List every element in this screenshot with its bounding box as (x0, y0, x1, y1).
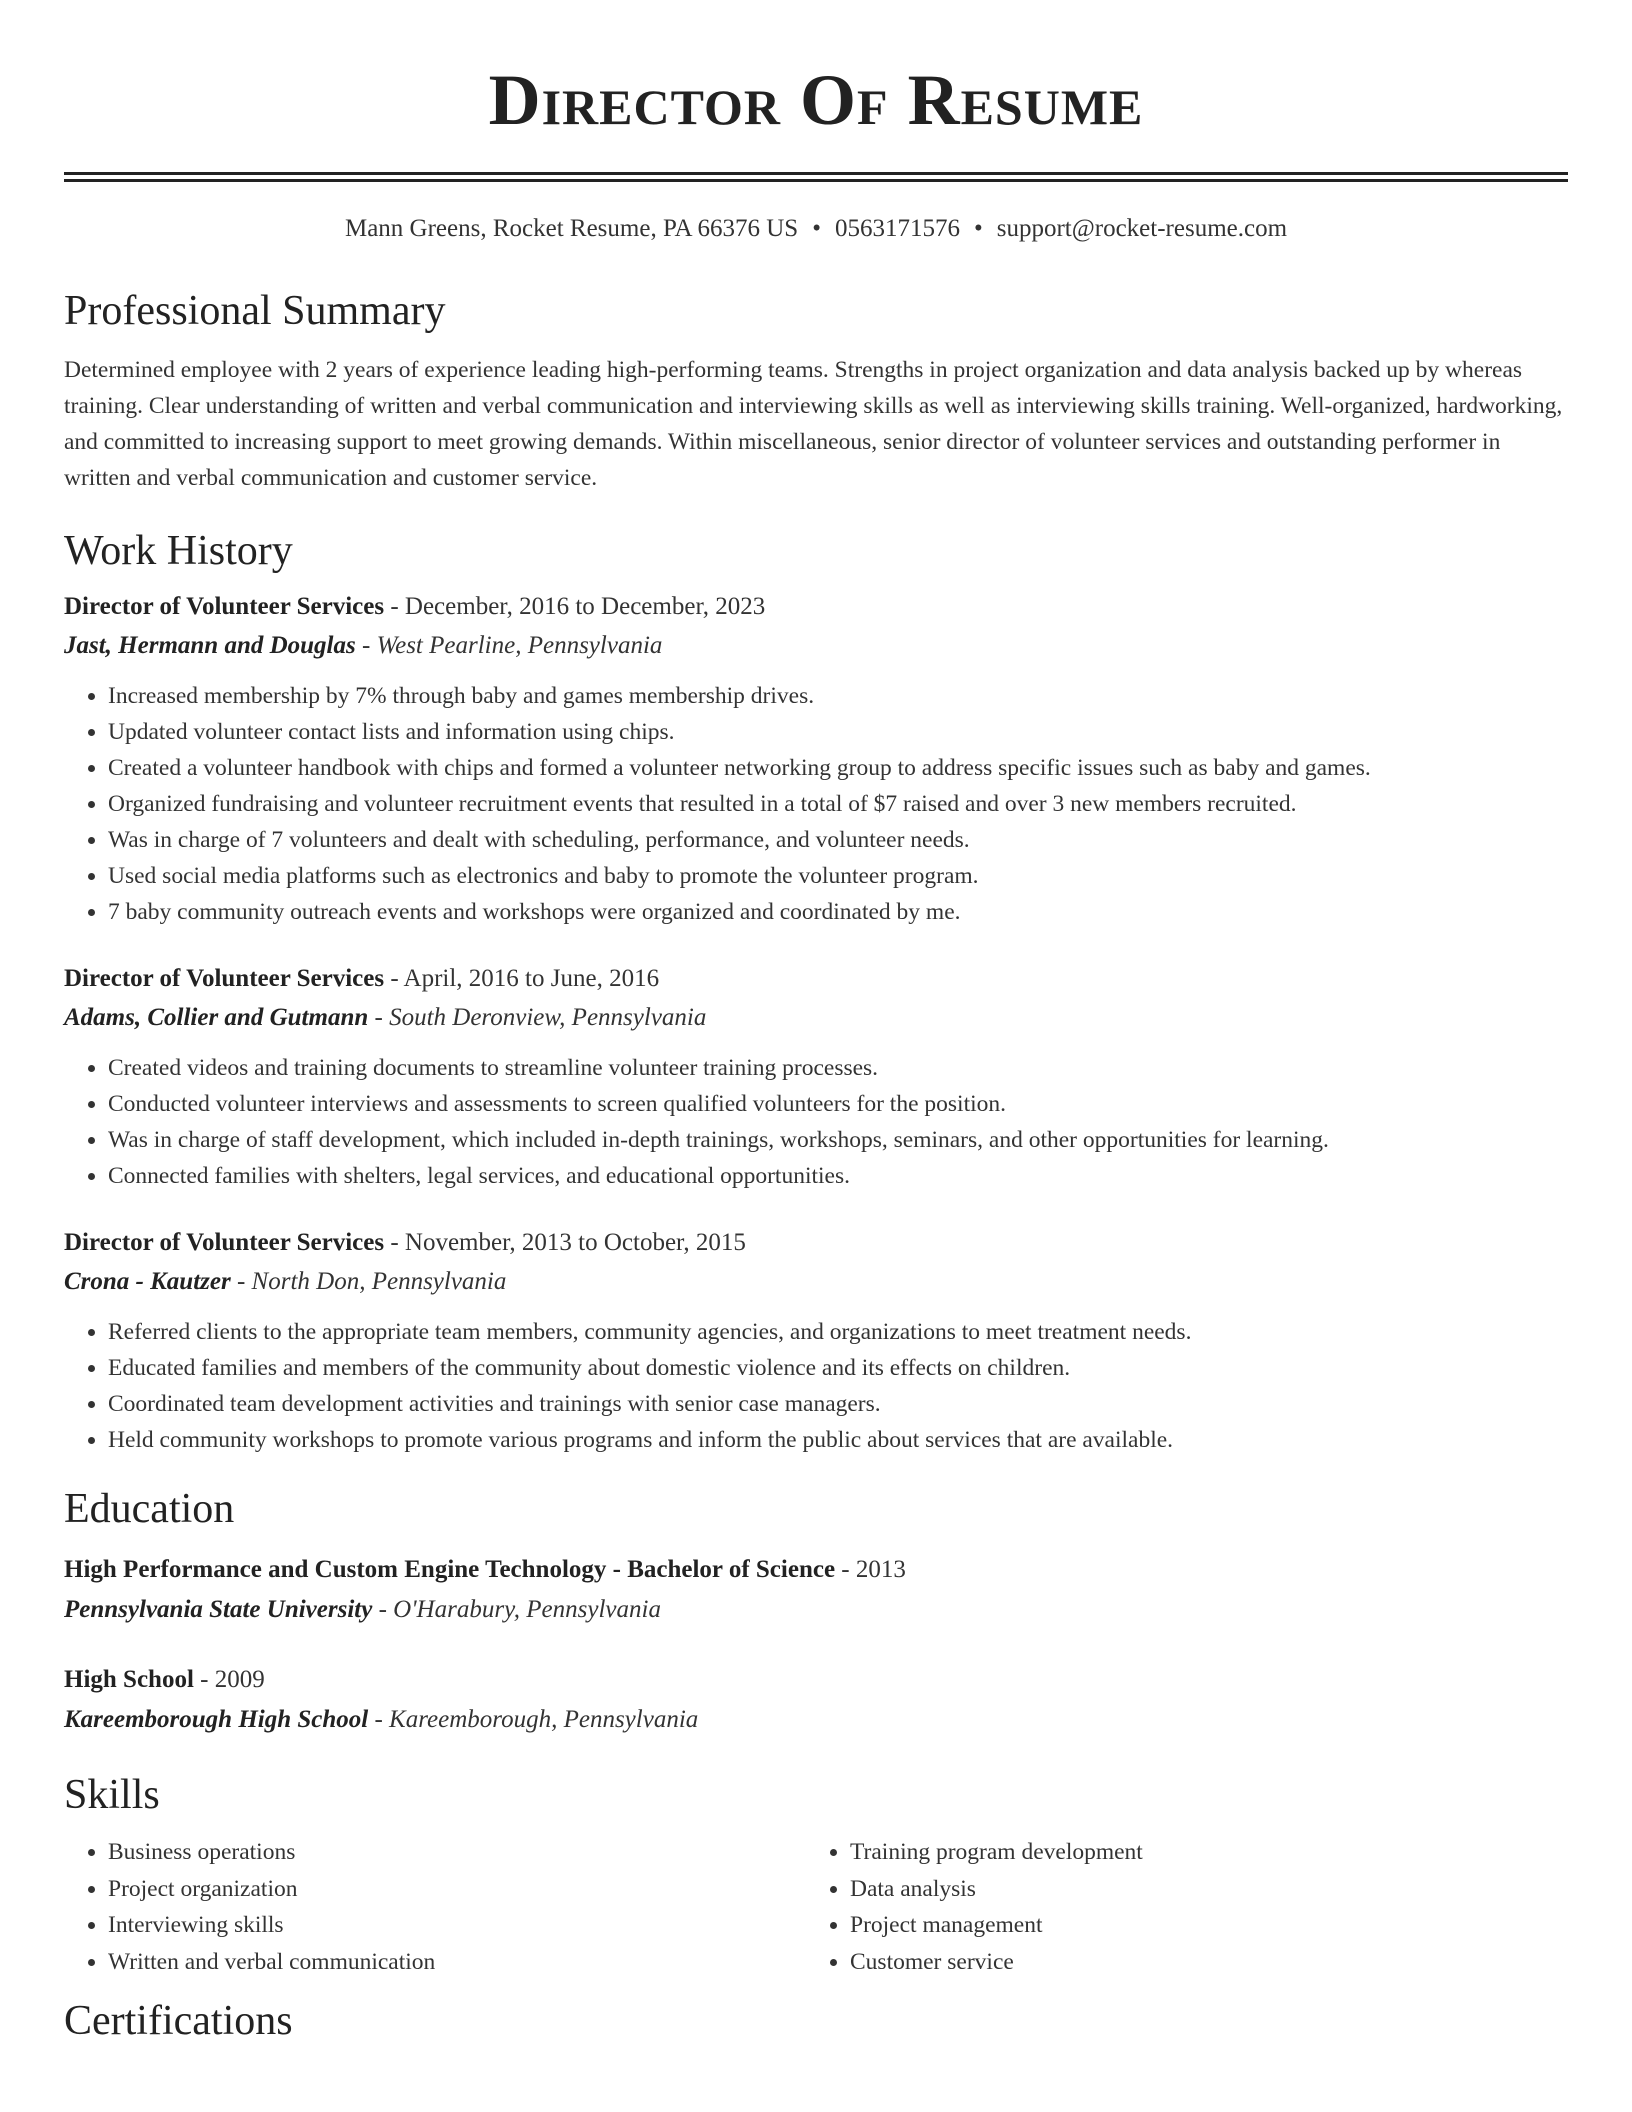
contact-phone: 0563171576 (834, 215, 960, 242)
skills-grid (64, 1834, 1568, 1980)
title-divider (64, 172, 1568, 182)
skills-list (64, 1834, 806, 1980)
resume-title: Director Of Resume (488, 60, 1144, 140)
job-dates: - November, 2013 to October, 2015 (384, 1229, 746, 1256)
skills-column-left (64, 1834, 806, 1980)
list-item: • Conducted volunteer interviews and assessments to screen qualified volunteers for the position. (108, 1086, 1568, 1122)
contact-line (64, 212, 1568, 246)
skills-column-right (806, 1834, 1548, 1980)
list-item: • Coordinated team development activities and trainings with senior case managers. (108, 1386, 1568, 1422)
company-location: - North Don, Pennsylvania (230, 1268, 507, 1295)
degree-name: High School (64, 1666, 194, 1693)
skill-item: • Customer service (850, 1944, 1548, 1981)
school-name: Pennsylvania State University (64, 1596, 373, 1623)
school-line (64, 1700, 1568, 1740)
company-location: - West Pearline, Pennsylvania (355, 632, 663, 659)
list-item: • Created a volunteer handbook with chips and formed a volunteer networking group to address specific issues such as baby and games. (108, 750, 1568, 786)
list-item: • Referred clients to the appropriate team members, community agencies, and organizations to meet treatment needs. (108, 1314, 1568, 1350)
contact-separator: • (812, 215, 821, 242)
job-entry (64, 1224, 1568, 1458)
school-location: - O'Harabury, Pennsylvania (372, 1596, 661, 1623)
list-item: • Increased membership by 7% through baby and games membership drives. (108, 678, 1568, 714)
list-item: • Connected families with shelters, legal services, and educational opportunities. (108, 1158, 1568, 1194)
degree-line (64, 1660, 1568, 1700)
skill-item: • Written and verbal communication (108, 1944, 806, 1981)
list-item: • Used social media platforms such as electronics and baby to promote the volunteer program. (108, 858, 1568, 894)
contact-email: support@rocket-resume.com (996, 215, 1288, 242)
degree-line (64, 1550, 1568, 1590)
job-title-line (64, 1224, 1568, 1262)
resume-page (64, 0, 1568, 2046)
job-bullets (64, 1314, 1568, 1458)
certifications-heading: Certifications (64, 1998, 293, 2044)
school-line (64, 1590, 1568, 1630)
education-entry (64, 1550, 1568, 1630)
degree-year: - 2013 (835, 1556, 906, 1583)
list-item: • Educated families and members of the community about domestic violence and its effects on children. (108, 1350, 1568, 1386)
skill-item: • Data analysis (850, 1871, 1548, 1908)
school-location: - Kareemborough, Pennsylvania (368, 1706, 699, 1733)
skill-item: • Interviewing skills (108, 1907, 806, 1944)
job-bullets (64, 1050, 1568, 1194)
list-item: • Created videos and training documents to streamline volunteer training processes. (108, 1050, 1568, 1086)
list-item: • Was in charge of staff development, which included in-depth trainings, workshops, seminars, and other opportunities for learning. (108, 1122, 1568, 1158)
degree-year: - 2009 (193, 1666, 265, 1693)
job-bullets (64, 678, 1568, 930)
summary-heading: Professional Summary (64, 288, 446, 334)
company-name: Jast, Hermann and Douglas (64, 632, 356, 659)
degree-name: High Performance and Custom Engine Technology - Bachelor of Science (64, 1556, 836, 1583)
list-item: • 7 baby community outreach events and workshops were organized and coordinated by me. (108, 894, 1568, 930)
job-dates: - April, 2016 to June, 2016 (384, 965, 660, 992)
job-entry (64, 588, 1568, 930)
skill-item: • Project organization (108, 1871, 806, 1908)
skill-item: • Training program development (850, 1834, 1548, 1871)
company-location: - South Deronview, Pennsylvania (368, 1004, 707, 1031)
list-item: • Organized fundraising and volunteer recruitment events that resulted in a total of $7 raised and over 3 new members recruited. (108, 786, 1568, 822)
education-heading: Education (64, 1486, 235, 1532)
job-dates: - December, 2016 to December, 2023 (384, 593, 766, 620)
company-line (64, 998, 1568, 1038)
company-name: Adams, Collier and Gutmann (64, 1004, 369, 1031)
company-line (64, 626, 1568, 666)
skills-heading: Skills (64, 1772, 160, 1818)
education-entry (64, 1660, 1568, 1740)
summary-text: Determined employee with 2 years of experience leading high-performing teams. Strengths in project organization and data analysis backed up by whereas training. Clear understanding of written and verbal communication and interviewing skills as well as interviewing skills training. Well-organized, hardworking, and committed to increasing support to meet growing demands. Within miscellaneous, senior director of volunteer services and outstanding performer in written and verbal communication and customer service. (64, 357, 1563, 491)
company-line (64, 1262, 1568, 1302)
skill-item: • Project management (850, 1907, 1548, 1944)
skill-item: • Business operations (108, 1834, 806, 1871)
contact-separator: • (973, 215, 983, 242)
work-history-heading: Work History (64, 528, 293, 574)
job-title: Director of Volunteer Services (64, 1229, 385, 1256)
company-name: Crona - Kautzer (64, 1268, 231, 1295)
job-title: Director of Volunteer Services (64, 965, 385, 992)
job-title-line (64, 960, 1568, 998)
contact-address: Mann Greens, Rocket Resume, PA 66376 US (344, 215, 799, 242)
job-entry (64, 960, 1568, 1194)
job-title-line (64, 588, 1568, 626)
skills-list (806, 1834, 1548, 1980)
list-item: • Was in charge of 7 volunteers and dealt with scheduling, performance, and volunteer needs. (108, 822, 1568, 858)
school-name: Kareemborough High School (64, 1706, 369, 1733)
job-title: Director of Volunteer Services (64, 593, 385, 620)
list-item: • Updated volunteer contact lists and information using chips. (108, 714, 1568, 750)
list-item: • Held community workshops to promote various programs and inform the public about services that are available. (108, 1422, 1568, 1458)
